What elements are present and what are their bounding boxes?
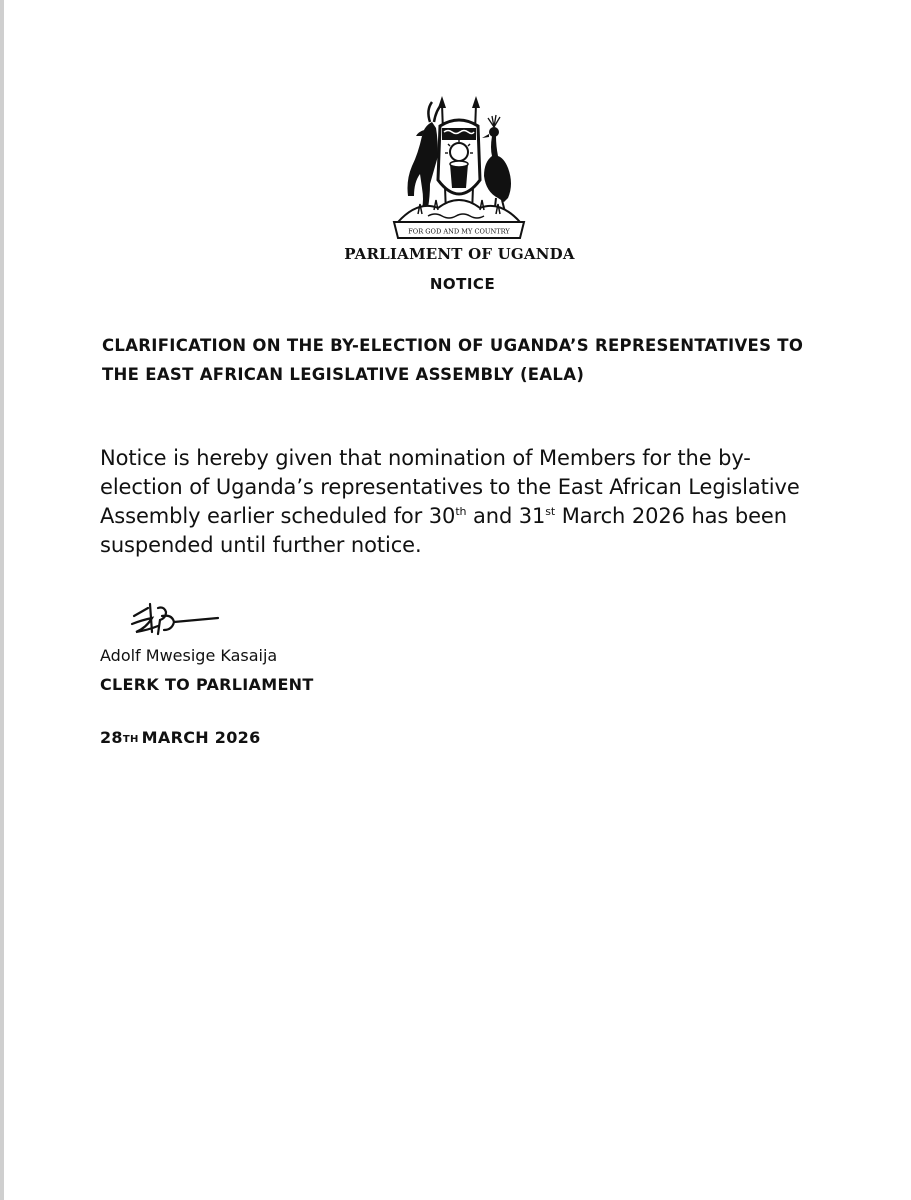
notice-date bbox=[100, 728, 261, 747]
body-text-3: March 2026 has been suspended until further notice. bbox=[100, 504, 787, 557]
signatory-name: Adolf Mwesige Kasaija bbox=[100, 646, 278, 665]
body-text-2: and 31 bbox=[466, 504, 546, 528]
signature-icon bbox=[128, 598, 228, 640]
date-day: 28 bbox=[100, 728, 123, 747]
body-text-1: Notice is hereby given that nomination of Members for the by-election of Uganda’s representatives to the East African Legislative Assembly earlier scheduled for 30 bbox=[100, 446, 800, 528]
notice-label: NOTICE bbox=[429, 275, 496, 293]
coat-of-arms-icon bbox=[388, 96, 530, 244]
date-month-year: MARCH 2026 bbox=[141, 728, 261, 747]
scan-edge bbox=[0, 0, 4, 1200]
notice-body bbox=[100, 444, 820, 560]
institution-name: PARLIAMENT OF UGANDA bbox=[344, 245, 575, 263]
ordinal-suffix-2: st bbox=[545, 505, 556, 518]
notice-headline: CLARIFICATION ON THE BY-ELECTION OF UGANDA’S REPRESENTATIVES TO THE EAST AFRICAN LEGISLATIVE ASSEMBLY (EALA) bbox=[102, 336, 804, 384]
date-ordinal-suffix: TH bbox=[122, 734, 139, 745]
signatory-title: CLERK TO PARLIAMENT bbox=[100, 675, 314, 694]
ordinal-suffix-1: th bbox=[455, 505, 467, 518]
motto-ribbon-text: FOR GOD AND MY COUNTRY bbox=[408, 227, 510, 236]
